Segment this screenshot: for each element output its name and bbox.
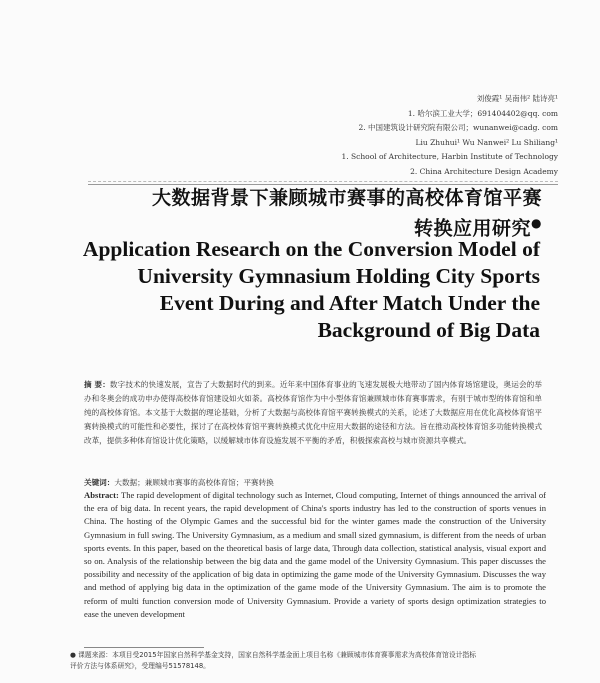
affiliation-en-1: 1. School of Architecture, Harbin Institute of Technology xyxy=(341,152,558,161)
title-chinese xyxy=(102,186,542,241)
affiliation-cn-1: 1. 哈尔滨工业大学；691404402@qq. com xyxy=(407,108,558,118)
footnote-rule xyxy=(84,647,204,648)
footnote-line-1: 课题来源：本项目受2015年国家自然科学基金支持，国家自然科学基金面上项目名称《兼顾城市体育赛事需求为高校体育馆设计指标 xyxy=(78,651,477,659)
abstract-chinese-label: 摘 要： xyxy=(84,380,110,389)
title-footnote-mark: ● xyxy=(531,216,542,230)
author-names-en: Liu Zhuhui¹ Wu Nanwei² Lu Shiliang¹ xyxy=(415,137,558,147)
footnote-line-2: 评价方法与体系研究》，受理编号51578148。 xyxy=(70,662,210,670)
header-rule xyxy=(88,184,558,185)
abstract-english-label: Abstract: xyxy=(84,490,119,500)
abstract-english xyxy=(84,489,546,621)
title-english-line: University Gymnasium Holding City Sports xyxy=(137,264,540,288)
footnote-mark: ● xyxy=(70,651,76,659)
author-names-cn: 刘俊霞¹ 吴南伟² 陆诗亮¹ xyxy=(476,94,558,103)
header-dotted-rule xyxy=(88,181,558,182)
footnote xyxy=(70,650,550,672)
title-chinese-line-2: 转换应用研究 xyxy=(414,217,532,240)
affiliation-en-2: 2. China Architecture Design Academy xyxy=(410,166,558,176)
author-block xyxy=(138,92,558,179)
title-english-line: Event During and After Match Under the xyxy=(159,291,540,315)
title-chinese-line-1: 大数据背景下兼顾城市赛事的高校体育馆平赛 xyxy=(151,187,542,209)
title-english xyxy=(70,236,540,344)
affiliation-cn-2: 2. 中国建筑设计研究院有限公司；wunanwei@cadg. com xyxy=(358,123,558,132)
keywords-chinese-label: 关键词： xyxy=(84,478,115,487)
keywords-chinese xyxy=(84,476,542,490)
abstract-chinese-text: 数字技术的快速发展，宣告了大数据时代的到来。近年来中国体育事业的飞速发展极大地带动了国内体育场馆建设，奥运会的举办和冬奥会的成功申办使得高校体育馆建设如火如荼。高校体育馆作为中小型体育馆兼顾城市体育赛事需求，有别于城市型的体育馆和单纯的高校体育馆。本文基于大数据的理论基础，分析了大数据与高校体育馆平赛转换模式的关系，论述了大数据应用在优化高校体育馆平赛转换模式的可能性和必要性，探讨了在高校体育馆平赛转换模式优化中应用大数据的途径和方法。旨在推动高校体育馆多功能转换模式改革，提供多种体育馆设计优化策略，以缓解城市体育设施发展不平衡的矛盾，积极探索高校与城市资源共享模式。 xyxy=(84,380,542,445)
abstract-chinese xyxy=(84,378,542,448)
keywords-chinese-text: 大数据；兼顾城市赛事的高校体育馆；平赛转换 xyxy=(114,478,274,487)
title-english-line: Background of Big Data xyxy=(317,318,540,342)
title-english-line: Application Research on the Conversion Model of xyxy=(82,237,540,261)
abstract-english-text: The rapid development of digital technology such as Internet, Cloud computing, Internet of things announced the arrival of the era of big data. In recent years, the rapid development of China's sports industry has led to the construction of sports venues in China. The hosting of the Olympic Games and the successful bid for the winter games made the construction of the University Gymnasium in full swing. The University Gymnasium, as a medium and small sized gymnasium, is different from the needs of urban sports events. In this paper, based on the theoretical basis of large data, Through data collection, statistical analysis, visual export and so on. Analysis of the relationship between the big data and the game model of the University Gymnasium. This paper discusses the possibility and necessity of the application of big data in optimizing the game mode of the University Gymnasium. Discusses the way and method of applying big data in the optimization of the game mode of the University Gymnasium. The aim is to promote the reform of multi function conversion mode of University Gymnasium. Provide a variety of sports design optimization strategies to ease the uneven development xyxy=(84,490,546,619)
